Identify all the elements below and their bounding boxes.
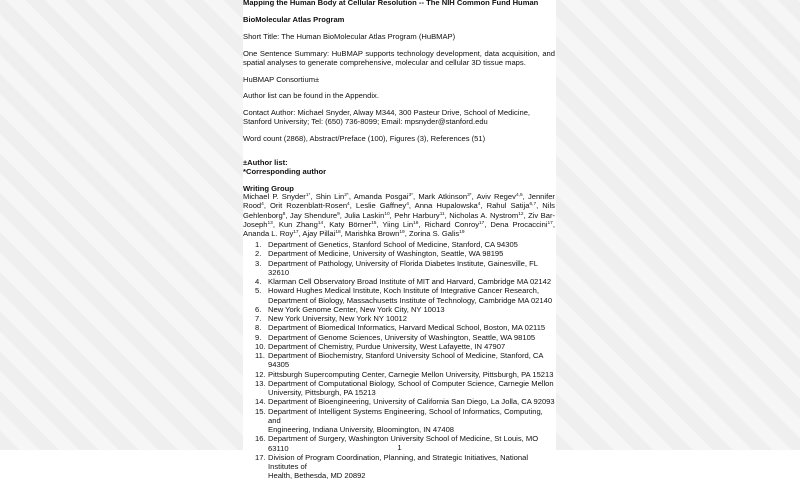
affiliation-number: 10. [255,341,266,351]
affiliation-number: 8. [255,323,262,333]
affiliation-item [243,379,555,398]
author-affiliation-ref: 13 [267,220,273,226]
author-name: Michael P. Snyder [243,192,306,201]
author-affiliation-ref: 17 [293,230,299,235]
author-name: Pehr Harbury [394,210,440,220]
author-affiliation-ref: 2* [344,193,349,198]
author-affiliation-ref: 14 [317,220,324,226]
affiliation-text: New York University, New York NY 10012 [268,314,408,323]
corresponding-author-heading: *Corresponding author [243,167,327,176]
author-name: Nicholas A. Nystrom [449,210,519,220]
affiliation-number: 7. [255,314,262,323]
affiliation-number: 13. [255,378,266,388]
author-entry [345,229,405,238]
affiliation-item [243,333,555,342]
writing-group-heading: Writing Group [243,184,294,193]
author-entry [344,211,389,220]
author-entry [418,192,471,201]
author-affiliation-ref: 12 [518,211,524,217]
affiliation-number: 3. [255,258,262,268]
author-affiliation-ref: 1* [305,193,311,198]
author-affiliation-ref: 4 [347,202,350,208]
author-entry [382,220,418,229]
author-name: Jay Shendure [289,210,338,220]
author-name: Aviv Regev [476,192,516,201]
affiliation-text: Department of Biochemistry, Stanford University School of Medicine, Stanford, CA 94305 [268,351,544,370]
affiliation-item [243,249,555,258]
affiliation-text: Department of Medicine, University of Washington, Seattle, WA 98195 [268,249,504,259]
affiliation-item [243,397,555,406]
affiliation-text: Klarman Cell Observatory Broad Institute of MIT and Harvard, Cambridge MA 02142 [268,277,552,286]
affiliation-text: Health, Bethesda, MD 20892 [268,471,366,481]
affiliation-number: 12. [255,369,266,379]
affiliation-item [243,286,555,305]
author-entry [354,192,413,201]
affiliation-number: 5. [255,286,262,296]
author-name: Jennifer Rood [243,192,555,211]
author-entry [424,220,484,229]
author-list-note: Author list can be found in the Appendix. [243,91,379,100]
author-name: Richard Conroy [424,219,480,229]
author-affiliation-ref: 9 [337,211,340,217]
affiliation-text: Howard Hughes Medical Institute, Koch Institute of Integrative Cancer Research, [268,286,539,296]
affiliation-item [243,407,555,435]
author-entry [449,211,523,220]
author-name: Kun Zhang [278,219,318,229]
affiliation-text: Engineering, Indiana University, Bloomington, IN 47408 [268,425,455,434]
author-affiliation-ref: 11 [439,211,445,217]
author-entry [302,229,340,238]
author-affiliation-ref: 3* [408,193,413,198]
author-name: Julia Laskin [344,210,385,220]
author-name: Ajay Pillai [302,229,336,238]
author-name: Rahul Satija [486,201,530,211]
author-name: Yiing Lin [382,219,414,229]
affiliation-text: Department of Biology, Massachusetts Institute of Technology, Cambridge MA 02140 [268,295,553,305]
author-entry [394,211,444,220]
author-affiliation-ref: 17 [479,220,485,226]
affiliation-item [243,370,555,379]
author-affiliation-ref: 17 [547,220,553,226]
author-name: Leslie Gaffney [355,201,407,211]
affiliation-text: Department of Chemistry, Purdue University, West Lafayette, IN 47907 [268,341,506,351]
affiliation-item [243,342,555,351]
affiliation-item [243,351,555,370]
affiliation-text: Department of Genetics, Stanford School of Medicine, Stanford, CA 94305 [268,240,518,249]
author-affiliation-ref: 10 [384,211,390,217]
affiliation-text: Department of Computational Biology, School of Computer Science, Carnegie Mellon [268,378,554,388]
author-entry [243,229,299,238]
author-entry [490,220,552,229]
consortium: HuBMAP Consortium± [243,75,320,84]
author-affiliation-ref: 18 [335,230,341,235]
author-name: Nils Gehlenborg [243,201,555,220]
affiliation-text: New York Genome Center, New York City, NY 10013 [268,304,445,314]
affiliation-item [243,305,555,314]
author-entry [329,220,376,229]
affiliation-text: Department of Surgery, Washington University School of Medicine, St Louis, MO 63110 [268,434,539,453]
short-title: Short Title: The Human BioMolecular Atlas Program (HuBMAP) [243,32,456,41]
author-name: Mark Atkinson [418,192,468,201]
author-affiliation-ref: 4 [261,202,264,208]
affiliation-text: Department of Pathology, University of Florida Diabetes Institute, Gainesville, FL 32610 [268,258,538,277]
author-affiliation-ref: 4 [477,202,481,208]
affiliation-item [243,277,555,286]
affiliation-number: 4. [255,277,262,286]
contact-author: Contact Author: Michael Snyder, Alway M344, 300 Pasteur Drive, School of Medicine, Stanford University; Tel: (650) 736-8099; Email: mpsnyder@stanford.edu [243,108,531,127]
author-entry [477,192,523,201]
affiliation-number: 6. [255,304,262,314]
summary: One Sentence Summary: HuBMAP supports technology development, data acquisition, and spatial analyses to generate comprehensive, molecular and cellular 3D tissue maps. [243,49,555,68]
author-name: Amanda Posgai [353,192,409,201]
author-entry [243,192,310,201]
author-affiliation-ref: 6,7 [529,202,537,208]
author-affiliation-ref: 15 [371,220,377,226]
affiliation-text: Division of Program Coordination, Planning, and Strategic Initiatives, National Institutes of [268,452,529,471]
author-affiliation-ref: 16 [413,220,419,226]
affiliation-number: 16. [255,434,266,444]
affiliation-text: Department of Genome Sciences, University of Washington, Seattle, WA 98105 [268,332,536,342]
author-entry [290,211,340,220]
author-entry [356,201,409,210]
affiliation-number: 17. [255,452,266,462]
affiliation-text: Department of Biomedical Informatics, Harvard Medical School, Boston, MA 02115 [268,323,546,333]
author-entry [279,220,323,229]
affiliation-text: Department of Bioengineering, University of California San Diego, La Jolla, CA 92093 [268,397,555,407]
page-number: 1 [397,443,402,452]
affiliation-text: University, Pittsburgh, PA 15213 [268,388,376,397]
author-affiliation-ref: 3* [467,193,472,198]
author-name: Dena Procaccini [490,219,548,229]
title-line-2: BioMolecular Atlas Program [243,15,345,24]
document-page [243,0,556,481]
affiliation-number: 15. [255,406,266,416]
author-name: Katy Börner [329,219,372,229]
affiliation-number: 1. [255,240,262,249]
author-entry [270,201,350,210]
author-name: Marishka Brown [344,229,400,238]
affiliation-item [243,453,555,481]
affiliation-number: 14. [255,397,266,407]
author-name: Shin Lin [315,192,345,201]
affiliation-item [243,314,555,323]
author-affiliation-ref: 4 [406,202,409,208]
affiliation-number: 9. [255,332,262,342]
author-entry [415,201,481,210]
author-entry [316,192,349,201]
affiliation-number: 11. [255,351,265,360]
author-name: Orit Rozenblatt-Rosen [269,201,348,211]
affiliation-item [243,323,555,332]
author-affiliation-ref: 19 [399,230,405,235]
title-line-1: Mapping the Human Body at Cellular Resolution -- The NIH Common Fund Human [243,0,539,7]
affiliation-item [243,240,555,249]
author-name: Anna Hupalowska [414,201,478,211]
affiliation-text: Pittsburgh Supercomputing Center, Carnegie Mellon University, Pittsburgh, PA 15213 [268,369,554,379]
author-affiliation-ref: 4,5 [515,193,523,198]
author-list-heading: ±Author list: [243,158,288,167]
author-name: Ananda L. Roy [243,229,294,238]
author-affiliation-ref: 19 [459,230,465,235]
author-affiliation-ref: 8 [282,211,286,217]
affiliation-text: Department of Intelligent Systems Engineering, School of Informatics, Computing, and [268,406,543,425]
affiliation-item [243,259,555,278]
author-entry [487,201,537,210]
author-names: Michael P. Snyder$^{1*}$, Shin Lin$^{2*}$, Amanda Posgai$^{3*}$, Mark Atkinson$^{3*}$, Aviv Regev$^{4,5}$, Jennifer Rood$^4$, Orit Rozenblatt-Rosen$^4$, Leslie Gaffney$^4$, Anna Hupalowska$^4$, Rahul Satija$^{6,7}$, Nils Gehlenborg$^8$, Jay Shendure$^9$, Julia Laskin$^{10}$, Pehr Harbury$^{11}$, Nicholas A. Nystrom$^{12}$, Ziv Bar-Joseph$^{13}$, Kun Zhang$^{14}$, Katy Börner$^{15}$, Yiing Lin$^{16}$, Richard Conroy$^{17}$, Dena Procaccini$^{17}$, Ananda L. Roy$^{17}$, Ajay Pillai$^{18}$, Marishka Brown$^{19}$, Zorina S. Galis$^{19}$ [243,192,555,238]
word-count: Word count (2868), Abstract/Preface (100), Figures (3), References (51) [243,134,486,143]
author-name: Ziv Bar-Joseph [243,210,555,229]
author-name: Zorina S. Galis [408,229,460,238]
author-entry [409,229,465,238]
affiliation-number: 2. [255,249,262,259]
